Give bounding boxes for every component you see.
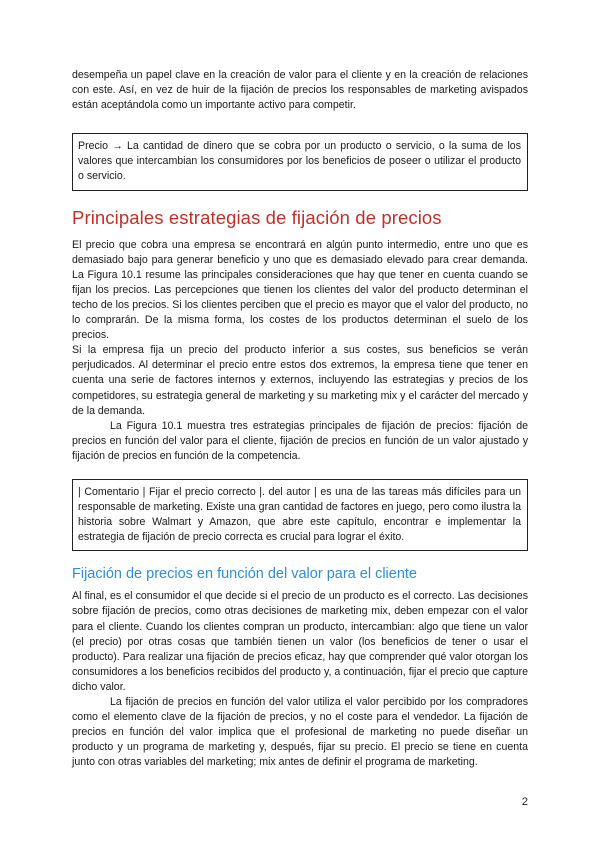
section-paragraph-1: El precio que cobra una empresa se encontrará en algún punto intermedio, entre uno que es demasiado bajo para generar beneficio y uno que es demasiado elevado para crear demanda. La Figura 10.1 resume las principales consideraciones que hay que tener en cuenta cuando se fijan los precios. Las percepciones que tienen los clientes del valor del producto determinan el techo de los precios. Si los clientes perciben que el precio es mayor que el valor del producto, no lo comprarán. De la misma forma, los costes de los productos determinan el suelo de los precios. [72, 238, 528, 342]
definition-text: Precio → La cantidad de dinero que se cobra por un producto o servicio, o la suma de los valores que intercambian los consumidores por los beneficios de poseer o utilizar el producto o servicio. [78, 140, 521, 183]
definition-box [72, 133, 528, 190]
intro-paragraph: desempeña un papel clave en la creación de valor para el cliente y en la creación de relaciones con este. Así, en vez de huir de la fijación de precios los responsables de marketing avispados están aceptándola como un importante activo para competir. [72, 69, 528, 112]
section-paragraph-3: La Figura 10.1 muestra tres estrategias principales de fijación de precios: fijación de precios en función del valor para el cliente, fijación de precios en función de un valor ajustado y fijación de precios en función de la competencia. [72, 419, 528, 462]
subsection-title: Fijación de precios en función del valor para el cliente [72, 566, 417, 583]
subsection-paragraph-1: Al final, es el consumidor el que decide si el precio de un producto es el correcto. Las decisiones sobre fijación de precios, como otras decisiones de marketing mix, deben empezar con el valor para el cliente. Cuando los clientes compran un producto, intercambian: algo que tiene un valor (el precio) por otras cosas que también tienen un valor (los beneficios de tener o usar el producto). Para realizar una fijación de precios eficaz, hay que comprender qué valor otorgan los consumidores a los beneficios recibidos del producto y, a continuación, fijar el precio que capture dicho valor. [72, 590, 528, 693]
section-title: Principales estrategias de fijación de precios [72, 206, 442, 228]
page-content [72, 68, 528, 770]
comment-text: | Comentario | Fijar el precio correcto |. del autor | es una de las tareas más difíciles para un responsable de marketing. Existe una gran cantidad de factores en juego, pero como ilustra la historia sobre Walmart y Amazon, que abre este capítulo, encontrar e implementar la estrategia de fijación de precio correcta es crucial para lograr el éxito. [78, 485, 521, 544]
section-paragraph-2: Si la empresa fija un precio del producto inferior a sus costes, sus beneficios se verán perjudicados. Al determinar el precio entre estos dos extremos, la empresa tiene que tener en cuenta una serie de factores internos y externos, incluyendo las estrategias y precios de los competidores, su estrategia general de marketing y su marketing mix y el carácter del mercado y de la demanda. [72, 344, 528, 417]
page-number: 2 [521, 796, 528, 808]
comment-box [72, 479, 528, 551]
subsection-paragraph-2: La fijación de precios en función del valor utiliza el valor percibido por los compradores como el elemento clave de la fijación de precios, y no el coste para el vendedor. La fijación de precios en función del valor implica que el profesional de marketing no puede diseñar un producto y un programa de marketing y, después, fijar su precio. El precio se tiene en cuenta junto con otras variables del marketing; mix antes de definir el programa de marketing. [72, 696, 528, 769]
